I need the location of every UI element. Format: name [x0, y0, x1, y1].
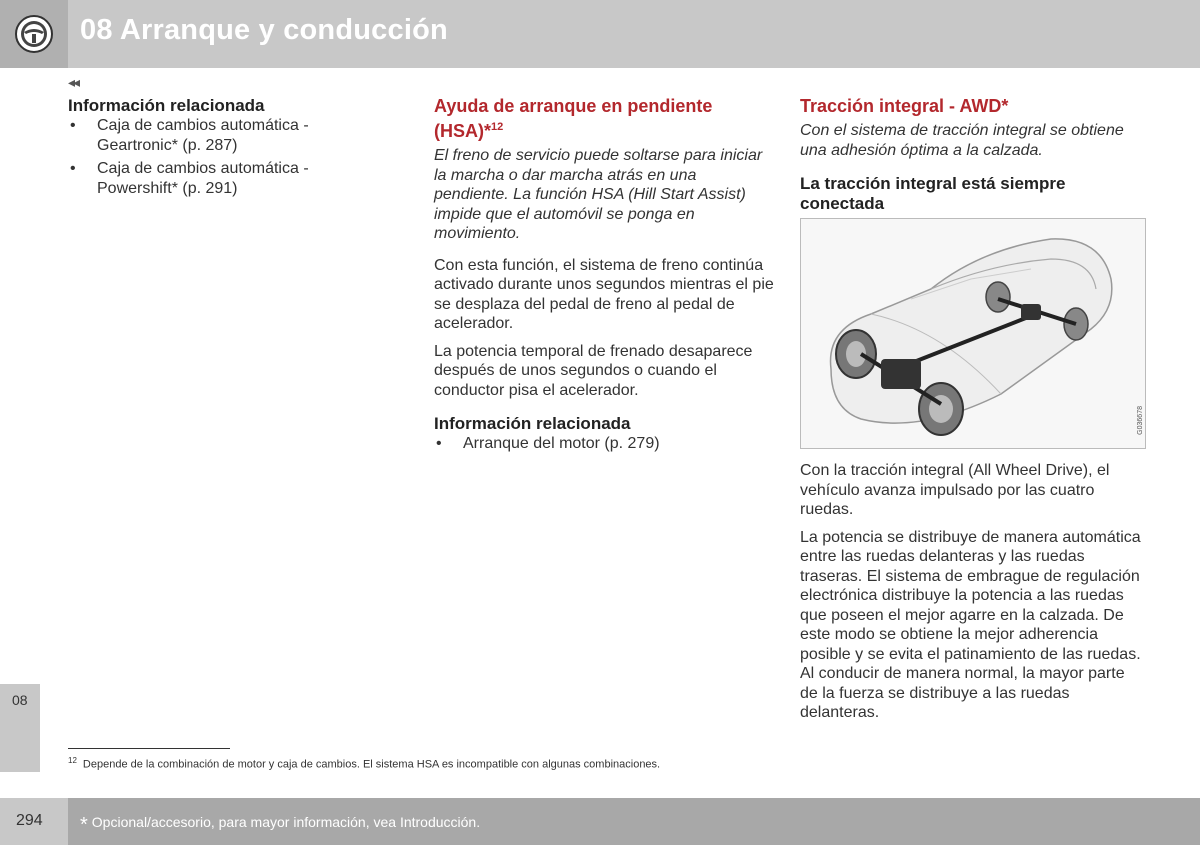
awd-title: Tracción integral - AWD*: [800, 96, 1009, 116]
related-link-powershift[interactable]: [68, 159, 368, 198]
column-related-info: [68, 96, 368, 198]
car-drivetrain-icon: [801, 219, 1145, 448]
side-tab-label: 08: [12, 692, 28, 708]
related-link-geartronic[interactable]: [68, 116, 368, 155]
header-logo-area: [0, 0, 68, 68]
hsa-related-list: [434, 434, 774, 454]
figure-code: G036678: [1137, 406, 1144, 435]
optional-star-icon: *: [80, 814, 88, 836]
footnote-text: Depende de la combinación de motor y caja de cambios. El sistema HSA es incompatible con algunas combinaciones.: [82, 758, 661, 771]
page-number: 294: [16, 812, 43, 829]
bullet-icon: •: [436, 435, 442, 452]
footer-note-text: Opcional/accesorio, para mayor información, vea Introducción.: [91, 814, 481, 830]
hsa-lead: El freno de servicio puede soltarse para iniciar la marcha o dar marcha atrás en una pendiente. La función HSA (Hill Start Assist) impide que el automóvil se ponga en movimiento.: [434, 147, 763, 242]
hsa-paragraph-2: La potencia temporal de frenado desaparece después de unos segundos o cuando el conductor pisa el acelerador.: [434, 342, 753, 399]
hsa-title: [434, 96, 774, 142]
related-link-engine-start[interactable]: [434, 434, 774, 454]
related-info-heading: Información relacionada: [68, 96, 265, 115]
footnote-divider: [68, 748, 230, 749]
footnote: [68, 756, 660, 771]
column-awd: [800, 96, 1145, 723]
link-text: Caja de cambios automática - Geartronic* (p. 287): [97, 117, 309, 154]
awd-car-illustration: [800, 218, 1146, 449]
steering-wheel-icon: [14, 14, 54, 54]
awd-lead: Con el sistema de tracción integral se obtiene una adhesión óptima a la calzada.: [800, 122, 1124, 159]
footnote-number: 12: [68, 756, 77, 765]
awd-paragraph-2: La potencia se distribuye de manera automática entre las ruedas delanteras y las ruedas traseras. El sistema de embrague de regulación electrónica distribuye la potencia a las ruedas que poseen el mejor agarre en la calzada. De este modo se obtiene la mejor adherencia posible y se evita el patinamiento de las ruedas. Al conducir de manera normal, la mayor parte de la fuerza se distribuye a las ruedas delanteras.: [800, 528, 1141, 721]
awd-subheading: La tracción integral está siempre conectada: [800, 174, 1066, 213]
bullet-icon: •: [70, 117, 76, 134]
link-text: Arranque del motor (p. 279): [463, 435, 660, 452]
related-info-list: [68, 116, 368, 198]
hsa-related-heading: Información relacionada: [434, 414, 631, 433]
hsa-title-text: Ayuda de arranque en pendiente (HSA)*: [434, 96, 713, 141]
column-hsa: [434, 96, 774, 454]
chapter-title: 08 Arranque y conducción: [80, 14, 448, 46]
bullet-icon: •: [70, 160, 76, 177]
link-text: Caja de cambios automática - Powershift* (p. 291): [97, 160, 309, 197]
back-arrows-icon[interactable]: ◂◂: [68, 74, 79, 90]
awd-paragraph-1: Con la tracción integral (All Wheel Drive), el vehículo avanza impulsado por las cuatro ruedas.: [800, 462, 1110, 518]
footnote-ref[interactable]: 12: [491, 121, 504, 133]
hsa-paragraph-1: Con esta función, el sistema de freno continúa activado durante unos segundos mientras el pie se desplaza del pedal de freno al pedal de acelerador.: [434, 256, 774, 332]
footer-note: [80, 814, 480, 837]
